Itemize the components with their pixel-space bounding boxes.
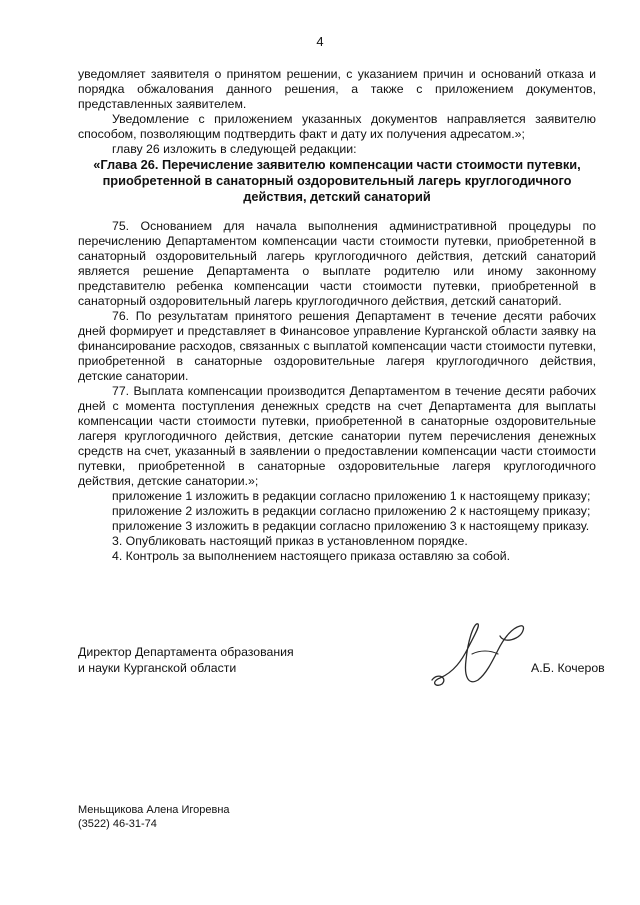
appendix-line-2: приложение 2 изложить в редакции согласно приложению 2 к настоящему приказу;	[112, 504, 591, 518]
executor-phone: (3522) 46-31-74	[78, 818, 157, 830]
signatory-name: А.Б. Кочеров	[531, 661, 605, 675]
clause-77: 77. Выплата компенсации производится Департаментом в течение десяти рабочих дней с момента поступления денежных средств на счет Департамента для выплаты компенсации части стоимости путевки, приобретенной в санаторные оздоровительные лагеря круглогодичного действия, детские санатории путем перечисления денежных средств на счет, указанный в заявлении о предоставлении компенсации части стоимости путевки, приобретенной в санаторные оздоровительные лагеря круглогодичного действия, детские санатории.»;	[78, 384, 596, 488]
appendix-line-3: приложение 3 изложить в редакции согласно приложению 3 к настоящему приказу.	[112, 519, 590, 533]
item-3: 3. Опубликовать настоящий приказ в установленном порядке.	[112, 534, 468, 548]
clause-75: 75. Основанием для начала выполнения административной процедуры по перечислению Департаментом компенсации части стоимости путевки, приобретенной в санаторный оздоровительный лагерь круглогодичного действия, детский санаторий является решение Департамента о выплате родителю или иному законному представителю ребенка компенсации части стоимости путевки, приобретенной в санаторный оздоровительный лагерь круглогодичного действия, детский санаторий.	[78, 219, 596, 308]
document-body	[78, 67, 596, 564]
item-4: 4. Контроль за выполнением настоящего приказа оставляю за собой.	[112, 549, 511, 563]
executor-name: Меньщикова Алена Игоревна	[78, 804, 230, 816]
signatory-title	[78, 644, 294, 676]
paragraph: главу 26 изложить в следующей редакции:	[112, 142, 357, 156]
executor-info	[78, 803, 230, 831]
paragraph: уведомляет заявителя о принятом решении, с указанием причин и оснований отказа и порядка обжалования данного решения, а также с приложением документов, представленных заявителем.	[78, 67, 596, 111]
appendix-line-1: приложение 1 изложить в редакции согласно приложению 1 к настоящему приказу;	[112, 489, 591, 503]
chapter-heading: «Глава 26. Перечисление заявителю компенсации части стоимости путевки, приобретенной в санаторный оздоровительный лагерь круглогодичного действия, детский санаторий	[93, 157, 581, 204]
clause-76: 76. По результатам принятого решения Департамент в течение десяти рабочих дней формирует и представляет в Финансовое управление Курганской области заявку на финансирование расходов, связанных с выплатой компенсации части стоимости путевки, приобретенной в санаторные оздоровительные лагеря круглогодичного действия, детские санатории.	[78, 309, 596, 383]
signatory-title-line-1: Директор Департамента образования	[78, 645, 294, 659]
signatory-title-line-2: и науки Курганской области	[78, 661, 237, 675]
paragraph: Уведомление с приложением указанных документов направляется заявителю способом, позволяющим подтвердить факт и дату их получения адресатом.»;	[78, 112, 596, 141]
page-number: 4	[316, 34, 324, 49]
handwritten-signature	[428, 620, 528, 690]
